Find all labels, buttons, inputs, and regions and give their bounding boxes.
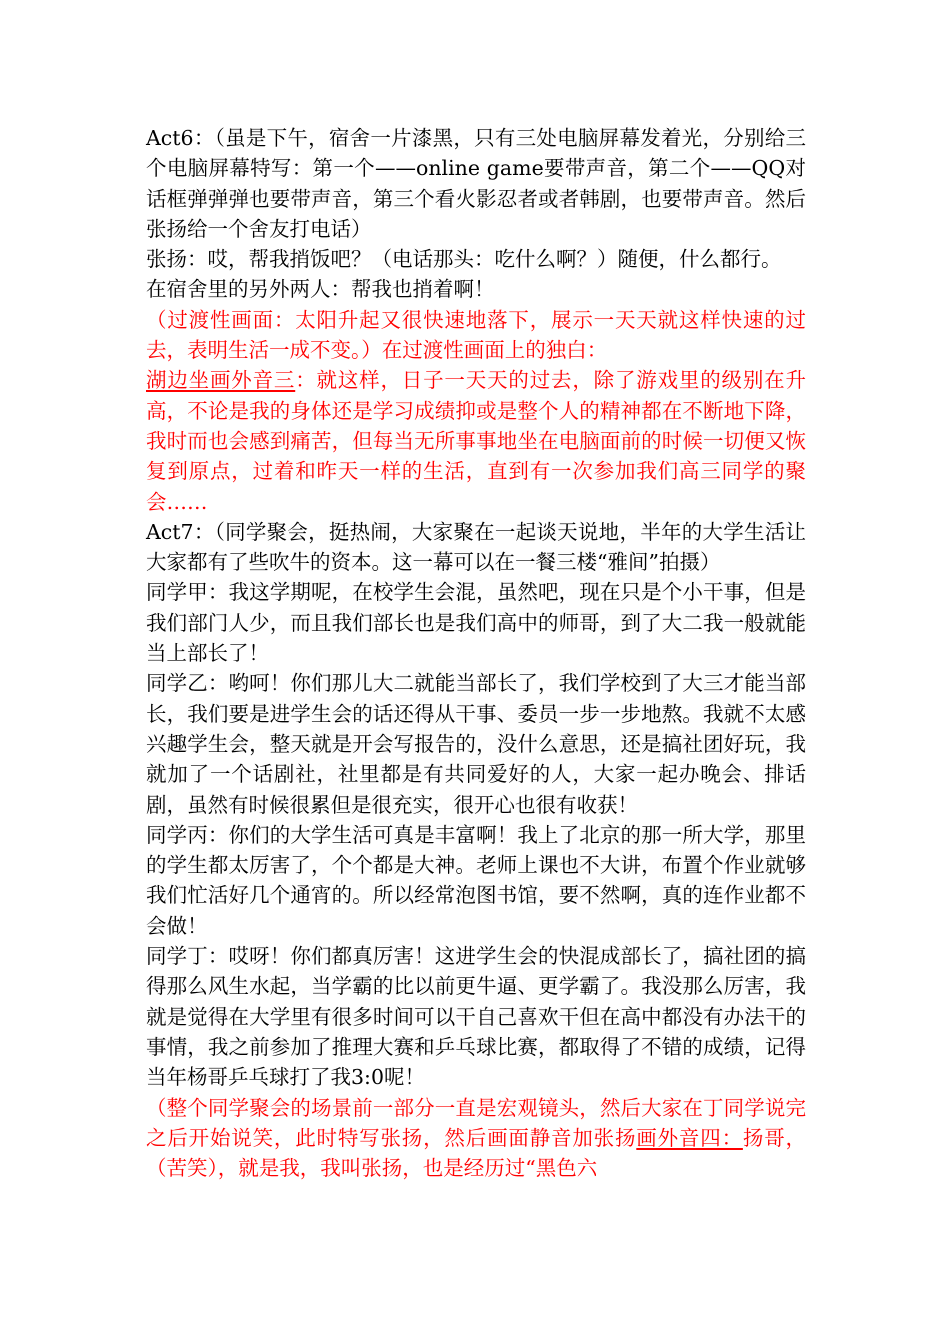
classmate-b-line: 同学乙：哟呵！你们那儿大二就能当部长了，我们学校到了大三才能当部长，我们要是进学生会的话还得从干事、委员一步一步地熬。我就不太感兴趣学生会，整天就是开会写报告的，没什么意思，还是搞社团好玩，我就加了一个话剧社，社里都是有共同爱好的人，大家一起办晚会、排话剧，虽然有时候很累但是很充实，很开心也很有收获！ [146,671,806,817]
classmate-d-line: 同学丁：哎呀！你们都真厉害！这进学生会的快混成部长了，搞社团的搞得那么风生水起，当学霸的比以前更牛逼、更学霸了。我没那么厉害，我就是觉得在大学里有很多时间可以干自己喜欢干但在高中都没有办法干的事情，我之前参加了推理大赛和乒乓球比赛，都取得了不错的成绩，记得当年杨哥乒乓球打了我3:0呢！ [146,944,806,1090]
classmate-a-line: 同学甲：我这学期呢，在校学生会混，虽然吧，现在只是个小干事，但是我们部门人少，而且我们部长也是我们高中的师哥，到了大二我一般就能当上部长了！ [146,580,806,666]
reunion-direction [146,1093,806,1184]
voiceover-three-text: ：就这样，日子一天天的过去，除了游戏里的级别在升高，不论是我的身体还是学习成绩抑或是整个人的精神都在不断地下降，我时而也会感到痛苦，但每当无所事事地坐在电脑面前的时候一切便又恢复到原点，过着和昨天一样的生活，直到有一次参加我们高三同学的聚会…… [146,368,807,514]
voiceover-three [146,365,806,516]
transition-direction: （过渡性画面：太阳升起又很快速地落下，展示一天天就这样快速的过去，表明生活一成不变。）在过渡性画面上的独白： [146,307,806,363]
voiceover-three-label: 湖边坐画外音三 [146,368,296,393]
act6-scene-direction: Act6：（虽是下午，宿舍一片漆黑，只有三处电脑屏幕发着光，分别给三个电脑屏幕特写：第一个——online game要带声音，第二个——QQ对话框弹弹弹也要带声音，第三个看火影忍者或者韩剧，也要带声音。然后张扬给一个舍友打电话） [146,126,806,241]
zhangyang-phone-line: 张扬：哎，帮我捎饭吧？（电话那头：吃什么啊？）随便，什么都行。 [146,247,782,272]
voiceover-four-text: 扬哥，（苦笑），就是我，我叫张扬，也是经历过“黑色六 [146,1125,807,1181]
script-page [146,123,806,1183]
reunion-direction-text: （整个同学聚会的场景前一部分一直是宏观镜头，然后大家在丁同学说完之后开始说笑，此时特写张扬，然后画面静音加张扬 [146,1095,806,1150]
classmate-c-line: 同学丙：你们的大学生活可真是丰富啊！我上了北京的那一所大学，那里的学生都太厉害了，个个都是大神。老师上课也不大讲，布置个作业就够我们忙活好几个通宵的。所以经常泡图书馆，要不然啊，真的连作业都不会做！ [146,822,806,938]
roommates-line: 在宿舍里的另外两人：帮我也捎着啊！ [146,277,495,302]
act7-scene-direction: Act7：（同学聚会，挺热闹，大家聚在一起谈天说地，半年的大学生活让大家都有了些吹牛的资本。这一幕可以在一餐三楼“雅间”拍摄） [146,519,806,575]
voiceover-four-label: 画外音四： [636,1125,743,1150]
